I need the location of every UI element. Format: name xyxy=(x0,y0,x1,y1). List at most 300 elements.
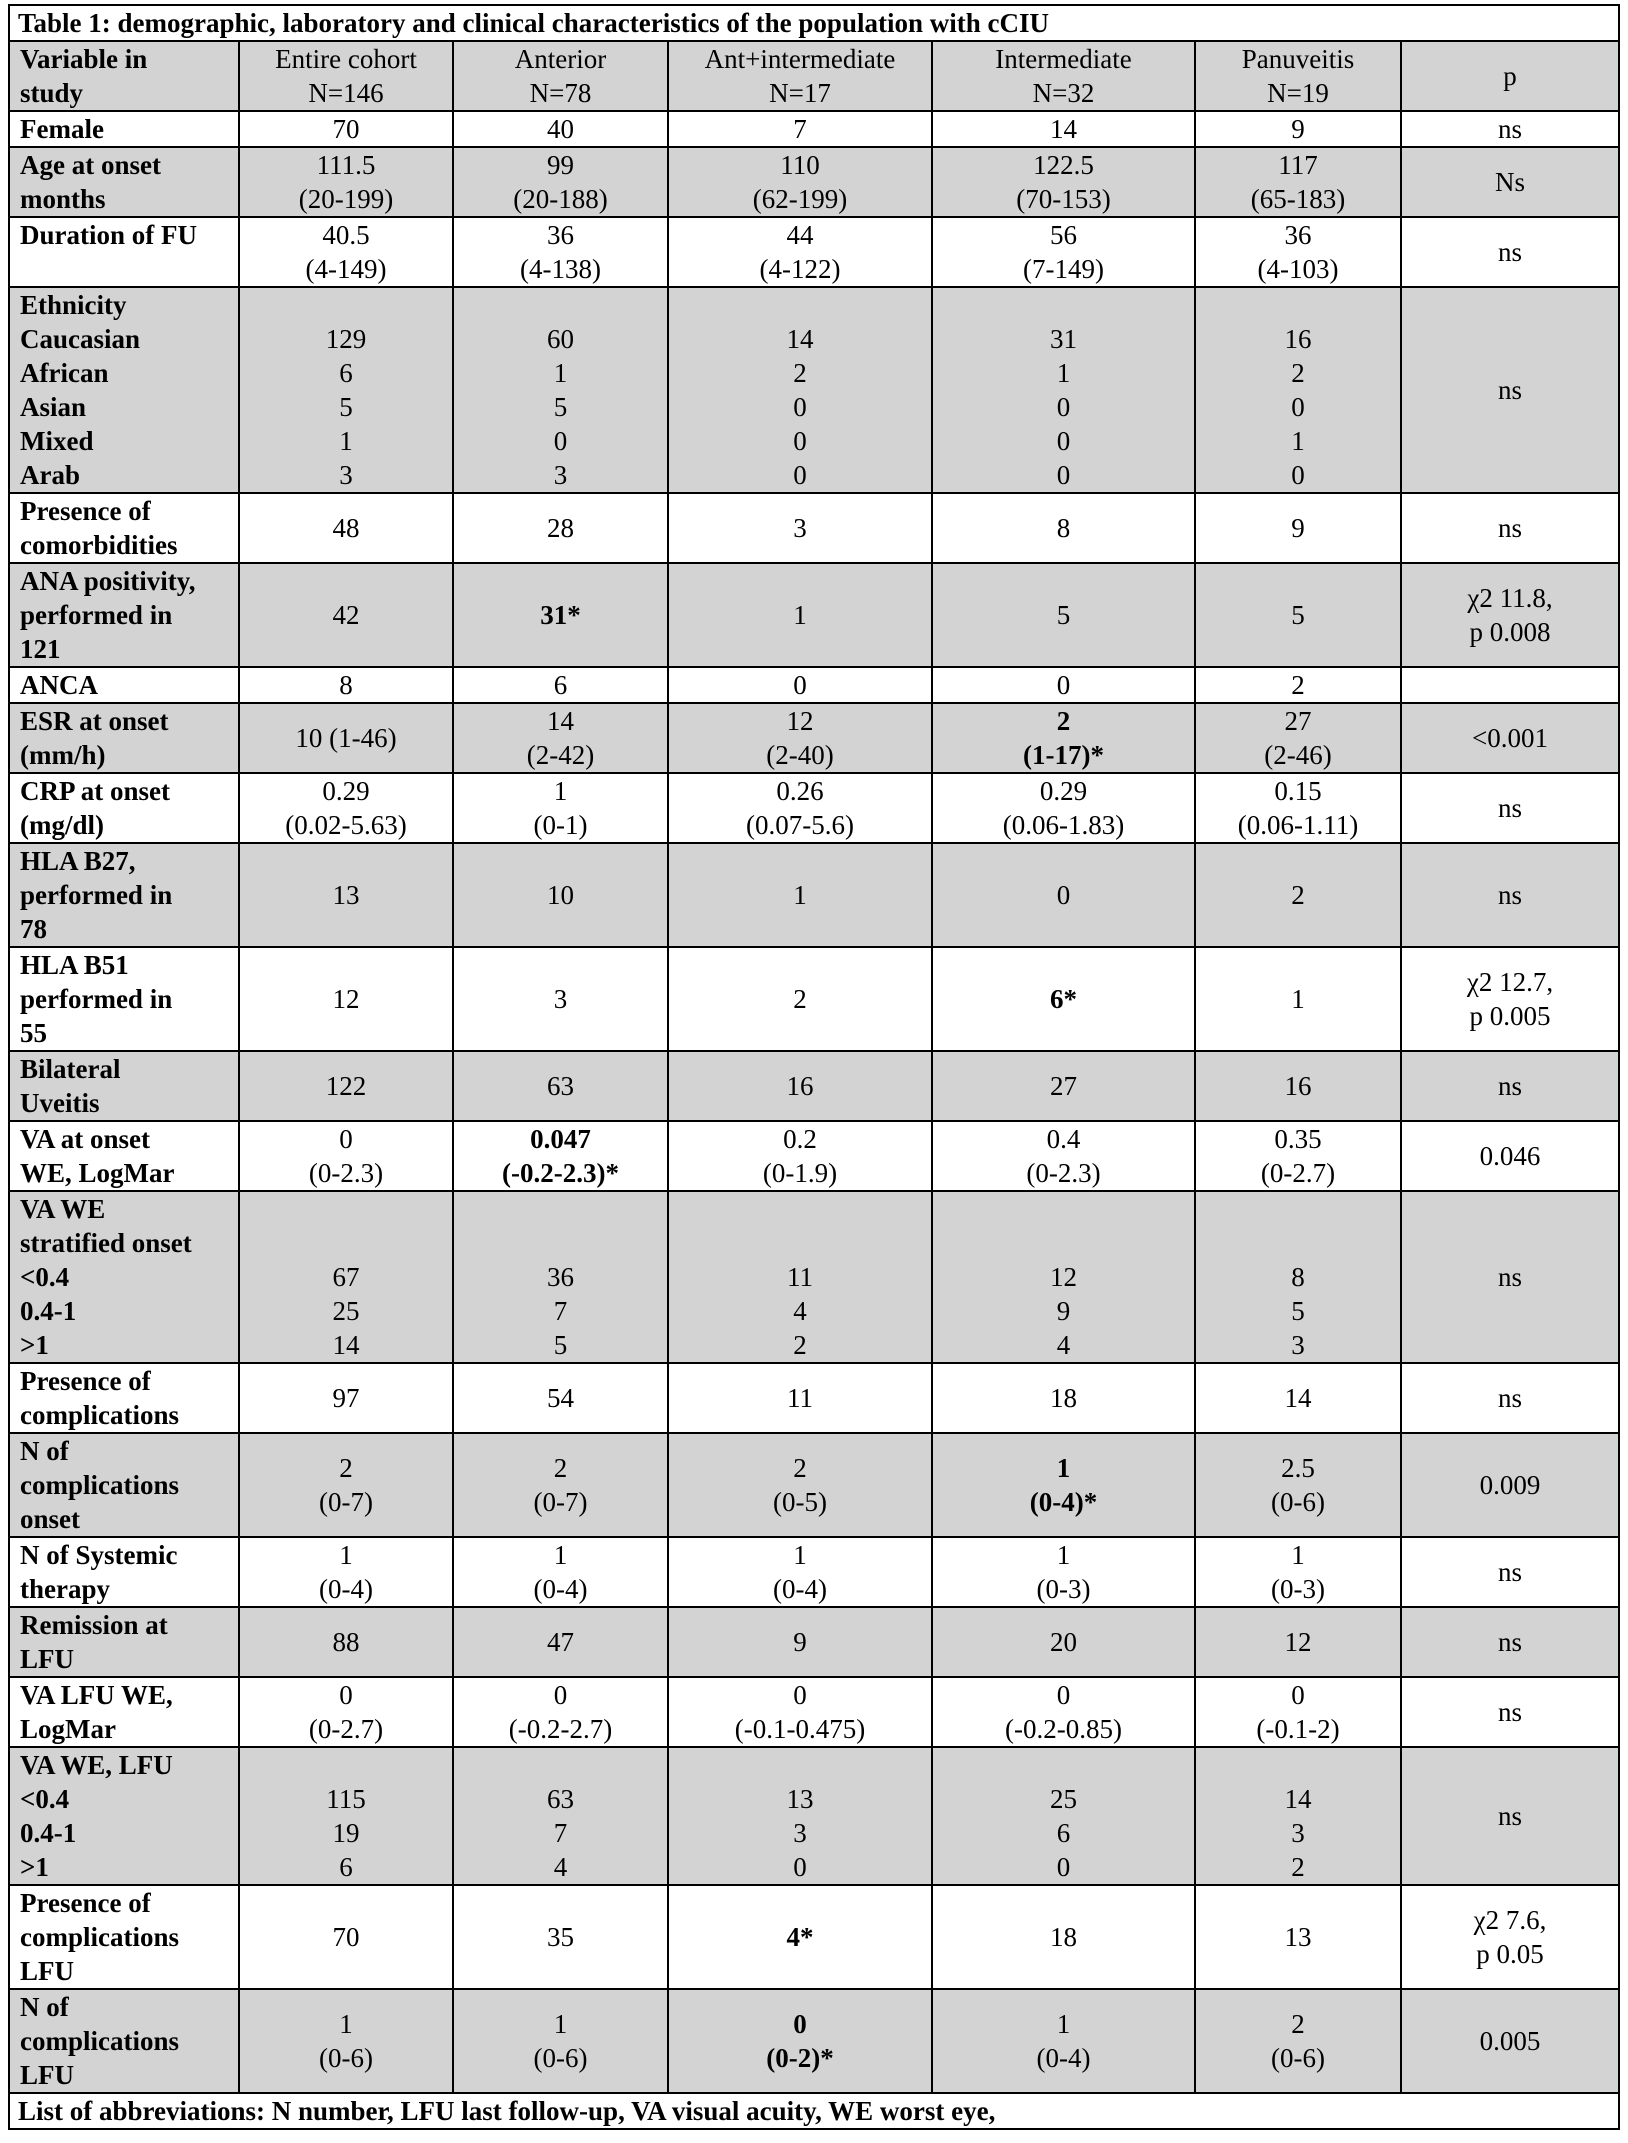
cell-line: 18 xyxy=(1050,1922,1077,1952)
data-cell xyxy=(932,493,1195,563)
cell-line: N=32 xyxy=(1032,78,1095,108)
cell-line: 3 xyxy=(793,1818,807,1848)
cell-line: 5 xyxy=(1291,1296,1305,1326)
cell-line: 115 xyxy=(326,1784,366,1814)
data-cell xyxy=(453,1677,668,1747)
cell-line: ns xyxy=(1498,1383,1523,1413)
table-footer-row xyxy=(9,2093,1619,2129)
cell-line: 56 xyxy=(1050,220,1077,250)
data-cell xyxy=(1195,1121,1401,1191)
cell-line: (70-153) xyxy=(1016,184,1111,214)
data-cell xyxy=(932,287,1195,493)
table-row xyxy=(9,111,1619,147)
cell-line: 14 xyxy=(1284,1383,1312,1413)
cell-line: 31* xyxy=(540,600,581,630)
table-row xyxy=(9,217,1619,287)
column-header xyxy=(453,41,668,111)
cell-line: 0 xyxy=(1056,670,1071,700)
cell-line: LFU xyxy=(20,1644,74,1674)
cell-line: 0 xyxy=(793,2009,807,2039)
cell-line: N of xyxy=(20,1992,69,2022)
cell-line xyxy=(1204,1192,1392,1226)
data-cell xyxy=(239,1607,453,1677)
cell-line: comorbidities xyxy=(20,530,178,560)
table-row xyxy=(9,147,1619,217)
cell-line: Female xyxy=(20,114,104,144)
row-label xyxy=(9,773,239,843)
cell-line: 0 xyxy=(1291,392,1305,422)
cell-line xyxy=(248,1226,444,1260)
cell-line: 13 xyxy=(786,1784,814,1814)
cell-line: 0 xyxy=(339,1680,353,1710)
p-value-cell xyxy=(1401,147,1619,217)
data-cell xyxy=(932,1607,1195,1677)
cell-line: 7 xyxy=(553,1296,568,1326)
p-value-cell xyxy=(1401,217,1619,287)
cell-line: 2 xyxy=(793,984,807,1014)
cell-line: ns xyxy=(1498,880,1523,910)
data-cell xyxy=(453,1885,668,1989)
cell-line: ns xyxy=(1498,114,1523,144)
data-cell xyxy=(453,1537,668,1607)
table-row xyxy=(9,773,1619,843)
data-cell xyxy=(1195,703,1401,773)
cell-line: 5 xyxy=(339,392,353,422)
cell-line: 3 xyxy=(553,984,568,1014)
cell-line: 35 xyxy=(547,1922,574,1952)
cell-line: (0-1) xyxy=(533,810,588,840)
data-cell xyxy=(1195,667,1401,703)
cell-line: 2 xyxy=(1056,706,1071,736)
cell-line: >1 xyxy=(20,1330,49,1360)
cell-line: ANA positivity, xyxy=(20,566,196,596)
data-cell xyxy=(239,1747,453,1885)
data-cell xyxy=(453,667,668,703)
cell-line: 9 xyxy=(793,1627,807,1657)
cell-line: (0-2.3) xyxy=(1026,1158,1101,1188)
cell-line: 1 xyxy=(1056,1453,1071,1483)
table-row xyxy=(9,1677,1619,1747)
table-title-row xyxy=(9,5,1619,41)
cell-line: Arab xyxy=(20,460,80,490)
cell-line: ns xyxy=(1498,1697,1523,1727)
p-value-cell xyxy=(1401,1537,1619,1607)
row-label xyxy=(9,1191,239,1363)
cell-line: WE, LogMar xyxy=(20,1158,175,1188)
cell-line: (0-7) xyxy=(533,1487,588,1517)
cell-line: (62-199) xyxy=(752,184,848,214)
cell-line: 1 xyxy=(793,600,807,630)
data-cell xyxy=(1195,493,1401,563)
data-cell xyxy=(239,493,453,563)
cell-line: 12 xyxy=(786,706,814,736)
cell-line: 14 xyxy=(1050,114,1077,144)
cell-line: Intermediate xyxy=(995,44,1132,74)
cell-line xyxy=(941,1192,1186,1226)
cell-line: complications xyxy=(20,1400,179,1430)
cell-line: 1 xyxy=(339,1540,353,1570)
p-value-cell xyxy=(1401,1607,1619,1677)
cell-line: 14 xyxy=(332,1330,360,1360)
data-cell xyxy=(239,1363,453,1433)
cell-line: 9 xyxy=(1291,513,1305,543)
cell-line: (0-2)* xyxy=(766,2043,834,2073)
cell-line: Entire cohort xyxy=(275,44,417,74)
cell-line: (2-46) xyxy=(1264,740,1332,770)
data-cell xyxy=(453,843,668,947)
p-value-cell xyxy=(1401,1433,1619,1537)
p-value-cell xyxy=(1401,1363,1619,1433)
cell-line: 5 xyxy=(1291,600,1305,630)
data-cell xyxy=(932,703,1195,773)
data-cell xyxy=(668,1747,932,1885)
cell-line: N of xyxy=(20,1436,69,1466)
data-cell xyxy=(453,217,668,287)
cell-line: (1-17)* xyxy=(1023,740,1104,770)
cell-line: HLA B27, xyxy=(20,846,136,876)
row-label xyxy=(9,703,239,773)
cell-line: 55 xyxy=(20,1018,47,1048)
cell-line: (65-183) xyxy=(1250,184,1346,214)
cell-line: complications xyxy=(20,1470,179,1500)
cell-line: 78 xyxy=(20,914,47,944)
table-row xyxy=(9,703,1619,773)
table-row xyxy=(9,947,1619,1051)
data-cell xyxy=(932,147,1195,217)
cell-line: complications xyxy=(20,2026,179,2056)
cell-line xyxy=(248,288,444,322)
cell-line: 2 xyxy=(793,1453,807,1483)
cell-line: 6 xyxy=(1056,1818,1071,1848)
cell-line: 27 xyxy=(1050,1071,1077,1101)
cell-line: (0-4) xyxy=(773,1574,827,1604)
cell-line: 2 xyxy=(339,1453,353,1483)
data-cell xyxy=(1195,1191,1401,1363)
cell-line: (0-7) xyxy=(319,1487,373,1517)
cell-line: N=146 xyxy=(308,78,384,108)
cell-line: ns xyxy=(1498,237,1523,267)
cell-line: 20 xyxy=(1050,1627,1077,1657)
cell-line: 0 xyxy=(1056,880,1071,910)
cell-line xyxy=(1204,1226,1392,1260)
cell-line: 3 xyxy=(1291,1818,1305,1848)
table-row xyxy=(9,1121,1619,1191)
table-row xyxy=(9,1885,1619,1989)
cell-line: 2 xyxy=(553,1453,568,1483)
cell-line: 3 xyxy=(1291,1330,1305,1360)
cell-line: 0 xyxy=(793,670,807,700)
data-cell xyxy=(239,1885,453,1989)
cell-line: performed in xyxy=(20,984,173,1014)
data-cell xyxy=(453,287,668,493)
cell-line: 0.4 xyxy=(1046,1124,1081,1154)
table-row xyxy=(9,667,1619,703)
data-cell xyxy=(668,1433,932,1537)
data-cell xyxy=(668,1607,932,1677)
cell-line: 2 xyxy=(1291,670,1305,700)
row-label xyxy=(9,1121,239,1191)
cell-line: 44 xyxy=(786,220,814,250)
cell-line: Panuveitis xyxy=(1241,44,1355,74)
p-value-cell xyxy=(1401,1989,1619,2093)
data-cell xyxy=(453,1121,668,1191)
cell-line: 18 xyxy=(1050,1383,1077,1413)
cell-line xyxy=(462,1748,659,1782)
cell-line: 54 xyxy=(547,1383,574,1413)
data-cell xyxy=(668,1191,932,1363)
cell-line: 4 xyxy=(793,1296,807,1326)
column-header xyxy=(932,41,1195,111)
cell-line: ESR at onset xyxy=(20,706,169,736)
row-label xyxy=(9,1363,239,1433)
data-cell xyxy=(453,147,668,217)
cell-line: >1 xyxy=(20,1852,49,1882)
cell-line: ANCA xyxy=(20,670,98,700)
cell-line xyxy=(941,1748,1186,1782)
cell-line: 0.4-1 xyxy=(20,1818,77,1848)
data-cell xyxy=(239,947,453,1051)
data-cell xyxy=(932,217,1195,287)
cell-line: 1 xyxy=(339,2009,353,2039)
data-cell xyxy=(239,563,453,667)
cell-line: <0.4 xyxy=(20,1784,70,1814)
data-cell xyxy=(668,147,932,217)
cell-line: 0.2 xyxy=(783,1124,817,1154)
row-label xyxy=(9,947,239,1051)
cell-line: Bilateral xyxy=(20,1054,121,1084)
p-value-cell xyxy=(1401,287,1619,493)
cell-line xyxy=(941,288,1186,322)
cell-line: 2 xyxy=(1291,2009,1305,2039)
cell-line: (0-4)* xyxy=(1029,1487,1098,1517)
cell-line: 36 xyxy=(547,1262,574,1292)
cell-line: 0.15 xyxy=(1274,776,1322,806)
table-row xyxy=(9,1363,1619,1433)
cell-line: 14 xyxy=(547,706,574,736)
data-cell xyxy=(1195,147,1401,217)
cell-line xyxy=(677,1748,923,1782)
cell-line: 6 xyxy=(339,358,353,388)
cell-line: (-0.1-0.475) xyxy=(734,1714,866,1744)
cell-line: N of Systemic xyxy=(20,1540,178,1570)
cell-line: VA WE xyxy=(20,1194,106,1224)
data-cell xyxy=(453,1051,668,1121)
data-cell xyxy=(1195,843,1401,947)
cell-line: 0 xyxy=(793,1680,807,1710)
cell-line: 63 xyxy=(547,1784,574,1814)
data-cell xyxy=(1195,1607,1401,1677)
cell-line: 63 xyxy=(547,1071,574,1101)
cell-line: performed in xyxy=(20,600,173,630)
cell-line: (0.02-5.63) xyxy=(285,810,407,840)
table-row xyxy=(9,1989,1619,2093)
data-cell xyxy=(453,111,668,147)
cell-line: Ethnicity xyxy=(20,290,127,320)
cell-line: ns xyxy=(1498,375,1523,405)
cell-line: 40 xyxy=(547,114,574,144)
cell-line: (2-40) xyxy=(766,740,834,770)
cell-line: 10 (1-46) xyxy=(295,723,397,753)
cell-line: African xyxy=(20,358,109,388)
data-cell xyxy=(668,773,932,843)
cell-line: 0.005 xyxy=(1479,2026,1541,2056)
cell-line: 2 xyxy=(793,358,807,388)
cell-line: p 0.05 xyxy=(1476,1939,1544,1969)
cell-line: (0-6) xyxy=(319,2043,373,2073)
cell-line: 10 xyxy=(547,880,574,910)
cell-line: (0-4) xyxy=(533,1574,588,1604)
cell-line: 0.35 xyxy=(1274,1124,1322,1154)
cell-line: 111.5 xyxy=(316,150,376,180)
cell-line: (-0.2-0.85) xyxy=(1005,1714,1122,1744)
cell-line: 0 xyxy=(1291,1680,1305,1710)
data-cell xyxy=(932,843,1195,947)
cell-line: 129 xyxy=(325,324,367,354)
cell-line: VA at onset xyxy=(20,1124,151,1154)
row-label xyxy=(9,843,239,947)
cell-line: 88 xyxy=(332,1627,360,1657)
cell-line: ns xyxy=(1498,513,1523,543)
column-header xyxy=(668,41,932,111)
cell-line: 1 xyxy=(793,880,807,910)
data-cell xyxy=(668,563,932,667)
cell-line: 0 xyxy=(793,392,807,422)
cell-line: <0.4 xyxy=(20,1262,70,1292)
cell-line: p 0.005 xyxy=(1469,1001,1551,1031)
cell-line: (4-103) xyxy=(1257,254,1339,284)
cell-line: (-0.2-2.7) xyxy=(508,1714,613,1744)
cell-line: Caucasian xyxy=(20,324,141,354)
cell-line: 2 xyxy=(1291,358,1305,388)
p-value-cell xyxy=(1401,111,1619,147)
cell-line: 8 xyxy=(339,670,353,700)
data-cell xyxy=(668,1537,932,1607)
abbreviations-footnote: List of abbreviations: N number, LFU last follow-up, VA visual acuity, WE worst eye, xyxy=(9,2093,1619,2129)
cell-line: 6* xyxy=(1050,984,1077,1014)
cell-line: 14 xyxy=(786,324,814,354)
cell-line: 9 xyxy=(1056,1296,1071,1326)
cell-line: 5 xyxy=(553,1330,568,1360)
cell-line: 0 xyxy=(339,1124,353,1154)
cell-line xyxy=(462,1192,659,1226)
cell-line: Duration of FU xyxy=(20,220,197,250)
row-label xyxy=(9,667,239,703)
cell-line: (0-2.3) xyxy=(308,1158,384,1188)
cell-line: ns xyxy=(1498,793,1523,823)
cell-line: Remission at xyxy=(20,1610,168,1640)
data-cell xyxy=(668,217,932,287)
cell-line: 25 xyxy=(1050,1784,1077,1814)
cell-line: N=19 xyxy=(1267,78,1329,108)
data-cell xyxy=(239,667,453,703)
p-value-cell xyxy=(1401,1885,1619,1989)
cell-line: 13 xyxy=(1284,1922,1312,1952)
data-cell xyxy=(1195,1051,1401,1121)
data-cell xyxy=(239,843,453,947)
cell-line: 14 xyxy=(1284,1784,1312,1814)
cell-line: (0-4) xyxy=(319,1574,373,1604)
cell-line xyxy=(1204,1748,1392,1782)
cell-line: (0-3) xyxy=(1271,1574,1325,1604)
row-label xyxy=(9,1607,239,1677)
cell-line: 67 xyxy=(332,1262,360,1292)
p-value-cell xyxy=(1401,1051,1619,1121)
cell-line: N=78 xyxy=(529,78,592,108)
p-value-cell xyxy=(1401,1747,1619,1885)
column-header xyxy=(1401,41,1619,111)
table-row xyxy=(9,1191,1619,1363)
cell-line: 0 xyxy=(1291,460,1305,490)
cell-line: performed in xyxy=(20,880,173,910)
cell-line: 5 xyxy=(1056,600,1071,630)
data-cell xyxy=(932,1885,1195,1989)
cell-line: Variable in xyxy=(20,44,148,74)
data-cell xyxy=(453,947,668,1051)
p-value-cell xyxy=(1401,563,1619,667)
data-cell xyxy=(1195,111,1401,147)
cell-line: Presence of xyxy=(20,496,151,526)
data-cell xyxy=(453,1433,668,1537)
cell-line: 1 xyxy=(793,1540,807,1570)
cell-line: 16 xyxy=(1284,1071,1312,1101)
data-cell xyxy=(1195,1989,1401,2093)
data-cell xyxy=(932,773,1195,843)
data-cell xyxy=(1195,1363,1401,1433)
row-label xyxy=(9,1677,239,1747)
cell-line: 6 xyxy=(553,670,568,700)
p-value-cell xyxy=(1401,703,1619,773)
cell-line: stratified onset xyxy=(20,1228,192,1258)
data-cell xyxy=(932,1051,1195,1121)
row-label xyxy=(9,1885,239,1989)
cell-line: therapy xyxy=(20,1574,110,1604)
cell-line: (0-6) xyxy=(533,2043,588,2073)
cell-line: (0.07-5.6) xyxy=(746,810,854,840)
cell-line: ns xyxy=(1498,1801,1523,1831)
data-cell xyxy=(453,563,668,667)
data-cell xyxy=(453,703,668,773)
cell-line: (20-199) xyxy=(298,184,394,214)
data-cell xyxy=(453,1191,668,1363)
cell-line: (0.06-1.11) xyxy=(1237,810,1359,840)
cell-line xyxy=(248,1748,444,1782)
table-row xyxy=(9,287,1619,493)
cell-line: 13 xyxy=(332,880,360,910)
data-cell xyxy=(1195,1747,1401,1885)
row-label xyxy=(9,287,239,493)
cell-line: 1 xyxy=(553,1540,568,1570)
data-cell xyxy=(453,1363,668,1433)
cell-line: (7-149) xyxy=(1023,254,1104,284)
data-cell xyxy=(932,1747,1195,1885)
p-value-cell xyxy=(1401,843,1619,947)
cell-line: 19 xyxy=(332,1818,360,1848)
cell-line: 5 xyxy=(553,392,568,422)
data-cell xyxy=(668,493,932,563)
cell-line: 2 xyxy=(1291,880,1305,910)
cell-line xyxy=(462,288,659,322)
cell-line: (0-2.7) xyxy=(308,1714,384,1744)
column-header xyxy=(1195,41,1401,111)
row-label xyxy=(9,217,239,287)
data-cell xyxy=(239,111,453,147)
cell-line: 70 xyxy=(332,1922,360,1952)
cell-line: Ns xyxy=(1495,167,1526,197)
cell-line: months xyxy=(20,184,106,214)
cell-line: χ2 12.7, xyxy=(1466,967,1554,997)
cell-line: (mg/dl) xyxy=(20,810,104,840)
cell-line: 7 xyxy=(793,114,807,144)
